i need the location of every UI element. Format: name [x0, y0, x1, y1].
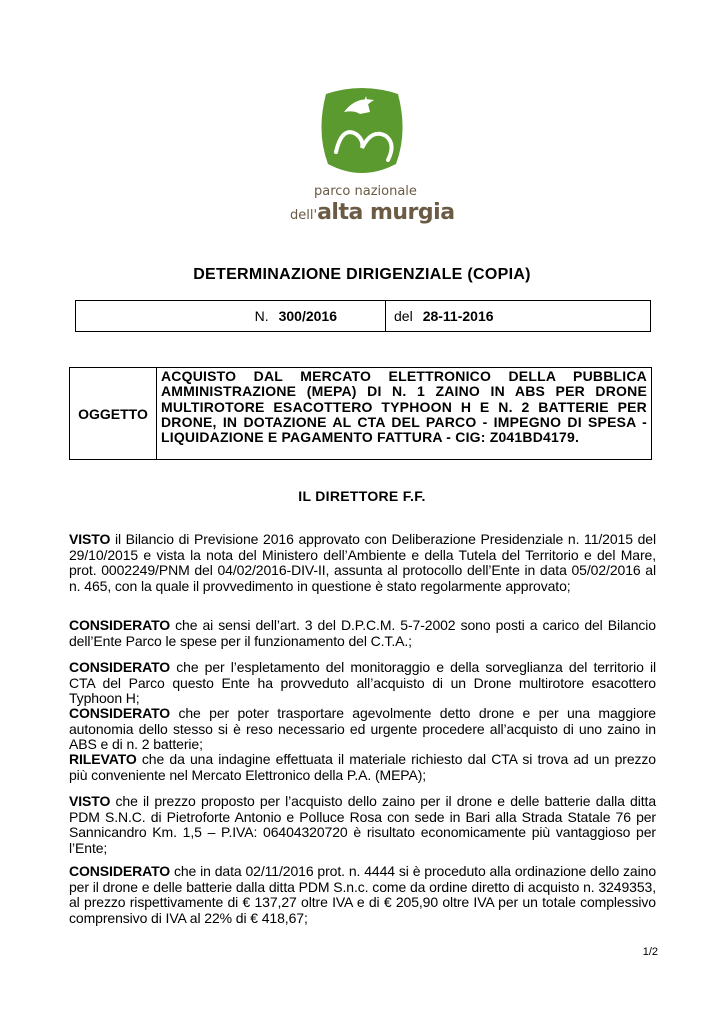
paragraph-keyword: RILEVATO: [69, 751, 137, 767]
page-number: 1/2: [642, 946, 658, 958]
number-label: N.: [254, 308, 269, 324]
date-value: 28-11-2016: [422, 308, 494, 324]
paragraph: [69, 752, 656, 783]
subject-label: OGGETTO: [70, 368, 157, 459]
paragraph-text: che da una indagine effettuata il materiale richiesto dal CTA si trova ad un prezzo più conveniente nel Mercato Elettronico della P.A. (MEPA);: [69, 751, 656, 783]
number-value: 300/2016: [278, 308, 337, 324]
paragraph-keyword: CONSIDERATO: [69, 659, 171, 675]
number-cell: [76, 301, 386, 331]
paragraph-text: che in data 02/11/2016 prot. n. 4444 si è proceduto alla ordinazione dello zaino per il drone e delle batterie dalla ditta PDM S.n.c. come da ordine diretto di acquisto n. 3249353, al prezzo rispettivamente di € 137,27 oltre IVA e di € 205,90 oltre IVA per un totale complessivo comprensivo di IVA al 22% di € 418,67;: [69, 863, 656, 926]
section-heading: IL DIRETTORE F.F.: [298, 488, 426, 504]
subject-table: [69, 367, 652, 460]
paragraph-keyword: CONSIDERATO: [69, 617, 171, 633]
paragraph: [69, 532, 656, 594]
paragraph-text: che il prezzo proposto per l’acquisto dello zaino per il drone e delle batterie dalla ditta PDM S.N.C. di Pietroforte Antonio e Polluce Rosa con sede in Bari alla Strada Statale 76 per Sannicandro Km. 1,5 – P.IVA: 06404320720 è risultato economicamente più vantaggioso per l’Ente;: [69, 793, 656, 856]
paragraph: [69, 660, 656, 707]
date-cell: [386, 301, 650, 331]
park-emblem-icon: [316, 82, 408, 182]
logo-line2-main: alta murgia: [317, 200, 455, 225]
paragraph: [69, 706, 656, 753]
logo-line1: parco nazionale: [314, 184, 417, 199]
document-title: DETERMINAZIONE DIRIGENZIALE (COPIA): [193, 266, 531, 283]
paragraph-keyword: VISTO: [69, 793, 111, 809]
paragraph-text: che per poter trasportare agevolmente detto drone e per una maggiore autonomia dello stesso si è reso necessario ed urgente procedere all’acquisto di uno zaino in ABS e di n. 2 batterie;: [69, 705, 656, 753]
logo-line2-prefix: dell': [290, 208, 318, 223]
paragraph-keyword: VISTO: [69, 531, 111, 547]
paragraph-text: che ai sensi dell’art. 3 del D.P.C.M. 5-7-2002 sono posti a carico del Bilancio dell’Ente Parco le spese per il funzionamento del C.T.A.;: [69, 617, 656, 649]
paragraph: [69, 864, 656, 926]
date-label: del: [394, 308, 413, 324]
subject-text: ACQUISTO DAL MERCATO ELETTRONICO DELLA PUBBLICA AMMINISTRAZIONE (MEPA) DI N. 1 ZAINO IN ABS PER DRONE MULTIROTORE ESACOTTERO TYPHOON H E N. 2 BATTERIE PER DRONE, IN DOTAZIONE AL CTA DEL PARCO - IMPEGNO DI SPESA - LIQUIDAZIONE E PAGAMENTO FATTURA - CIG: Z041BD4179.: [161, 368, 647, 446]
park-logo: [288, 82, 455, 232]
paragraph: [69, 794, 656, 856]
paragraph-text: che per l’espletamento del monitoraggio e della sorveglianza del territorio il CTA del Parco questo Ente ha provveduto all’acquisto di un Drone multirotore esacottero Typhoon H;: [69, 659, 656, 707]
paragraph-text: il Bilancio di Previsione 2016 approvato con Deliberazione Presidenziale n. 11/2015 del 29/10/2015 e vista la nota del Ministero dell’Ambiente e della Tutela del Territorio e del Mare, prot. 0002249/PNM del 04/02/2016-DIV-II, assunta al protocollo dell’Ente in data 05/02/2016 al n. 465, con la quale il provvedimento in questione è stato regolarmente approvato;: [69, 531, 656, 594]
paragraph-keyword: CONSIDERATO: [69, 863, 171, 879]
paragraph: [69, 618, 656, 649]
number-table: [75, 300, 651, 332]
paragraph-keyword: CONSIDERATO: [69, 705, 171, 721]
logo-line2: [290, 200, 455, 225]
